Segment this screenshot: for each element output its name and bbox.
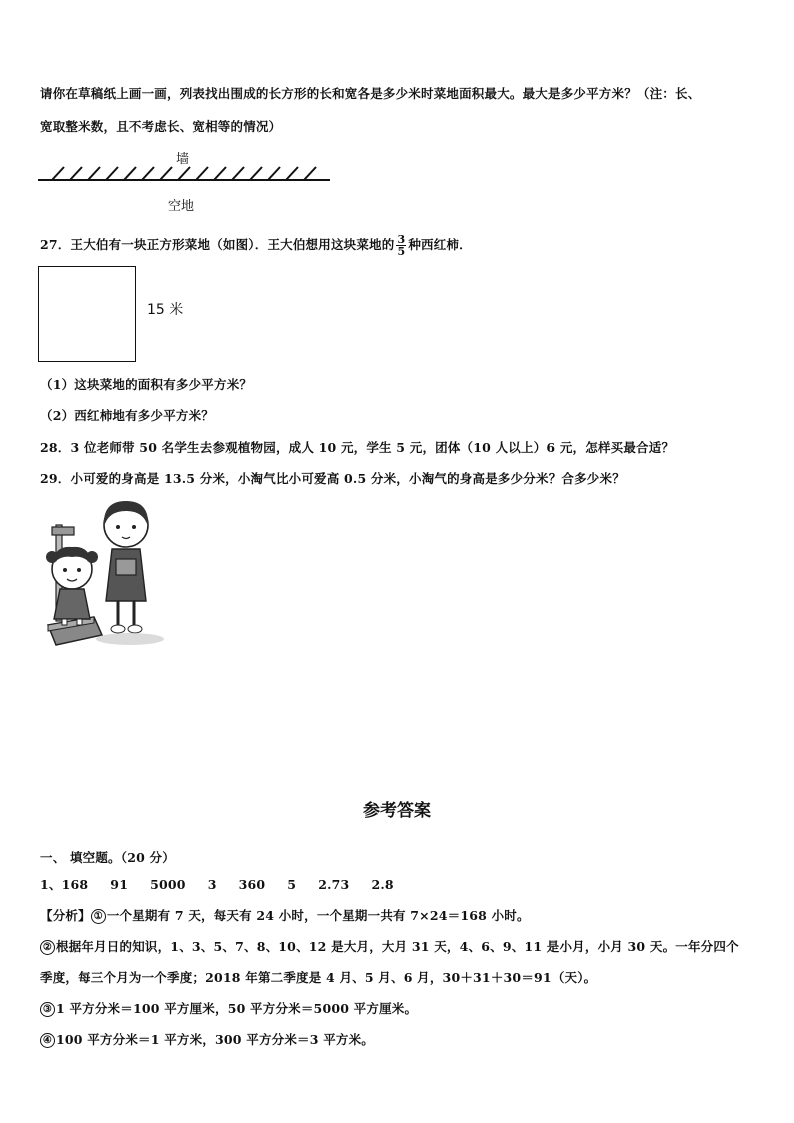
q28-text: 28．3 位老师带 50 名学生去参观植物园，成人 10 元，学生 5 元，团体（10 人以上）6 元，怎样买最合适？: [40, 440, 675, 455]
q27-sub2: （2）西红柿地有多少平方米？: [40, 408, 214, 423]
answer-6: 5: [287, 877, 297, 892]
answer-8: 2.8: [371, 877, 394, 892]
section1-heading: 一、 填空题。（20 分）: [40, 850, 175, 865]
square-field-diagram: [38, 266, 136, 362]
analysis-2-line2: 季度，每三个月为一个季度；2018 年第二季度是 4 月、5 月、6 月，30＋31＋30＝91（天）。: [40, 970, 597, 985]
answer-3: 5000: [150, 877, 186, 892]
q27-text-before: 27．王大伯有一块正方形菜地（如图）．王大伯想用这块菜地的: [40, 237, 395, 252]
circle-number-4: ④: [40, 1033, 55, 1048]
analysis-2-text-1: 根据年月日的知识，1、3、5、7、8、10、12 是大月，大月 31 天，4、6、9、11 是小月，小月 30 天。一年分四个: [56, 939, 739, 954]
answer-5: 360: [238, 877, 266, 892]
q29-text: 29．小可爱的身高是 13.5 分米，小淘气比小可爱高 0.5 分米，小淘气的身高是多少分米？合多少米？: [40, 471, 625, 486]
girls-height-illustration: [40, 497, 170, 649]
side-length-label: 15 米: [147, 302, 184, 318]
analysis-3: [40, 999, 417, 1017]
analysis-4: [40, 1030, 374, 1048]
answer-1: 1、168: [40, 877, 89, 892]
answer-7: 2.73: [318, 877, 350, 892]
wall-diagram: [36, 164, 332, 184]
q26-text-line2: 宽取整米数，且不考虑长、宽相等的情况）: [40, 119, 282, 134]
fraction-denominator: 5: [397, 245, 406, 258]
fraction-three-fifths: [396, 234, 406, 257]
analysis-1-text: 一个星期有 7 天，每天有 24 小时，一个星期一共有 7×24＝168 小时。: [106, 908, 530, 923]
q27-text: [40, 234, 472, 257]
q26-text-line1: 请你在草稿纸上画一画，列表找出围成的长方形的长和宽各是多少米时菜地面积最大。最大是多少平方米？（注：长、: [40, 86, 701, 101]
circle-number-1: ①: [91, 909, 106, 924]
analysis-1: [40, 906, 530, 924]
analysis-4-text: 100 平方分米＝1 平方米，300 平方分米＝3 平方米。: [56, 1032, 374, 1047]
circle-number-2: ②: [40, 940, 55, 955]
q27-sub1: （1）这块菜地的面积有多少平方米？: [40, 377, 253, 392]
q27-text-after: 种西红柿．: [408, 237, 472, 252]
ground-label: 空地: [168, 199, 195, 214]
circle-number-3: ③: [40, 1002, 55, 1017]
answer-row-1: [40, 875, 394, 893]
answer-4: 3: [207, 877, 217, 892]
fraction-numerator: 3: [397, 233, 406, 246]
analysis-2-line1: [40, 937, 739, 955]
analysis-3-text: 1 平方分米＝100 平方厘米，50 平方分米＝5000 平方厘米。: [56, 1001, 418, 1016]
wall-label: 墙: [176, 152, 190, 167]
analysis-tag: 【分析】: [40, 908, 91, 923]
answers-title: 参考答案: [363, 801, 431, 821]
answer-2: 91: [110, 877, 129, 892]
